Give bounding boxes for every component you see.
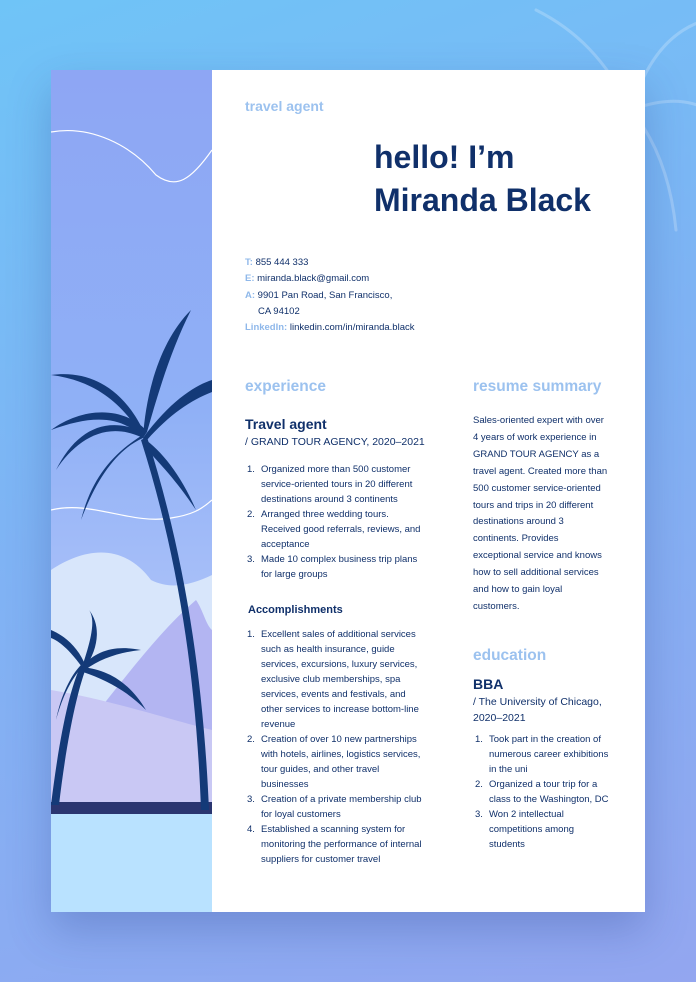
main-content xyxy=(212,70,645,912)
list-item-line: exclusive club memberships, spa xyxy=(261,674,401,685)
list-item-line: with hotels, airlines, logistics services, xyxy=(261,749,421,760)
list-item-number: 1. xyxy=(247,629,255,640)
list-item-number: 1. xyxy=(247,464,255,475)
experience-item xyxy=(247,507,437,552)
job-company: / GRAND TOUR AGENCY, 2020–2021 xyxy=(245,436,425,448)
list-item-line: Organized more than 500 customer xyxy=(261,464,411,475)
list-item-line: revenue xyxy=(261,719,296,730)
list-item-line: Won 2 intellectual xyxy=(489,809,564,820)
summary-text xyxy=(473,413,621,616)
summary-line: customers. xyxy=(473,600,520,612)
list-item-line: Excellent sales of additional services xyxy=(261,629,416,640)
summary-line: exceptional service and knows xyxy=(473,550,602,562)
experience-heading: experience xyxy=(245,378,326,395)
list-item-line: Received good referrals, reviews, and xyxy=(261,524,421,535)
list-item-number: 2. xyxy=(475,779,483,790)
list-item-line: other services to increase bottom-line xyxy=(261,704,419,715)
summary-line: destinations around 3 xyxy=(473,516,564,528)
accomplishment-item xyxy=(247,792,437,822)
education-heading: education xyxy=(473,647,547,664)
list-item-line: class to the Washington, DC xyxy=(489,794,609,805)
list-item-line: tour guides, and other travel xyxy=(261,764,380,775)
accomplishment-item xyxy=(247,627,437,732)
list-item-line: suppliers for customer travel xyxy=(261,854,381,865)
school-line-2: 2020–2021 xyxy=(473,712,526,724)
contact-email: E: miranda.black@gmail.com xyxy=(245,273,370,285)
list-item-line: destinations around 3 continents xyxy=(261,494,398,505)
list-item-line: Organized a tour trip for a xyxy=(489,779,598,790)
list-item-line: in the uni xyxy=(489,764,528,775)
accomplishments-list xyxy=(247,627,437,867)
list-item-line: students xyxy=(489,839,525,850)
contact-block xyxy=(245,255,415,336)
summary-line: and how to gain loyal xyxy=(473,584,563,596)
greeting-line-1: hello! I’m xyxy=(374,139,515,175)
greeting-heading xyxy=(374,136,591,222)
summary-line: GRAND TOUR AGENCY as a xyxy=(473,448,600,460)
experience-item xyxy=(247,552,437,582)
list-item-line: for large groups xyxy=(261,569,328,580)
list-item-number: 1. xyxy=(475,734,483,745)
sidebar-illustration xyxy=(51,70,212,912)
list-item-line: Made 10 complex business trip plans xyxy=(261,554,418,565)
summary-line: tours and trips in 20 different xyxy=(473,499,594,511)
summary-heading: resume summary xyxy=(473,378,602,395)
list-item-number: 2. xyxy=(247,509,255,520)
list-item-line: competitions among xyxy=(489,824,575,835)
resume-page xyxy=(51,70,645,912)
degree-title: BBA xyxy=(473,676,504,692)
summary-line: continents. Provides xyxy=(473,533,559,545)
job-role-label: travel agent xyxy=(245,98,324,114)
list-item-line: for loyal customers xyxy=(261,809,341,820)
education-item xyxy=(475,807,635,852)
contact-linkedin: LinkedIn: linkedin.com/in/miranda.black xyxy=(245,322,415,334)
list-item-line: service-oriented tours in 20 different xyxy=(261,479,413,490)
school-line-1: / The University of Chicago, xyxy=(473,696,602,708)
contact-address: A: 9901 Pan Road, San Francisco, xyxy=(245,289,393,301)
list-item-number: 3. xyxy=(247,794,255,805)
list-item-number: 4. xyxy=(247,824,255,835)
education-item xyxy=(475,732,635,777)
list-item-line: Arranged three wedding tours. xyxy=(261,509,389,520)
list-item-line: acceptance xyxy=(261,539,310,550)
summary-line: travel agent. Created more than xyxy=(473,465,608,477)
list-item-number: 2. xyxy=(247,734,255,745)
list-item-number: 3. xyxy=(475,809,483,820)
contact-phone: T: 855 444 333 xyxy=(245,257,309,268)
list-item-line: services, excursions, luxury services, xyxy=(261,659,418,670)
summary-line: how to sell additional services xyxy=(473,567,599,579)
list-item-line: Creation of a private membership club xyxy=(261,794,422,805)
list-item-line: businesses xyxy=(261,779,309,790)
experience-item xyxy=(247,462,437,507)
summary-line: 500 customer service-oriented xyxy=(473,482,601,494)
summary-line: 4 years of work experience in xyxy=(473,431,597,443)
accomplishment-item xyxy=(247,822,437,867)
list-item-line: numerous career exhibitions xyxy=(489,749,609,760)
experience-list xyxy=(247,462,437,582)
list-item-line: Creation of over 10 new partnerships xyxy=(261,734,417,745)
list-item-line: Established a scanning system for xyxy=(261,824,406,835)
list-item-number: 3. xyxy=(247,554,255,565)
list-item-line: monitoring the performance of internal xyxy=(261,839,422,850)
list-item-line: such as health insurance, guide xyxy=(261,644,395,655)
list-item-line: services, events and festivals, and xyxy=(261,689,406,700)
education-list xyxy=(475,732,635,852)
palm-beach-illustration xyxy=(51,70,212,912)
job-title: Travel agent xyxy=(245,416,327,432)
accomplishment-item xyxy=(247,732,437,792)
list-item-line: Took part in the creation of xyxy=(489,734,601,745)
contact-address-line-2: CA 94102 xyxy=(258,305,300,317)
accomplishments-heading: Accomplishments xyxy=(248,604,343,616)
candidate-name: Miranda Black xyxy=(374,182,591,218)
education-item xyxy=(475,777,635,807)
summary-line: Sales-oriented expert with over xyxy=(473,415,604,426)
